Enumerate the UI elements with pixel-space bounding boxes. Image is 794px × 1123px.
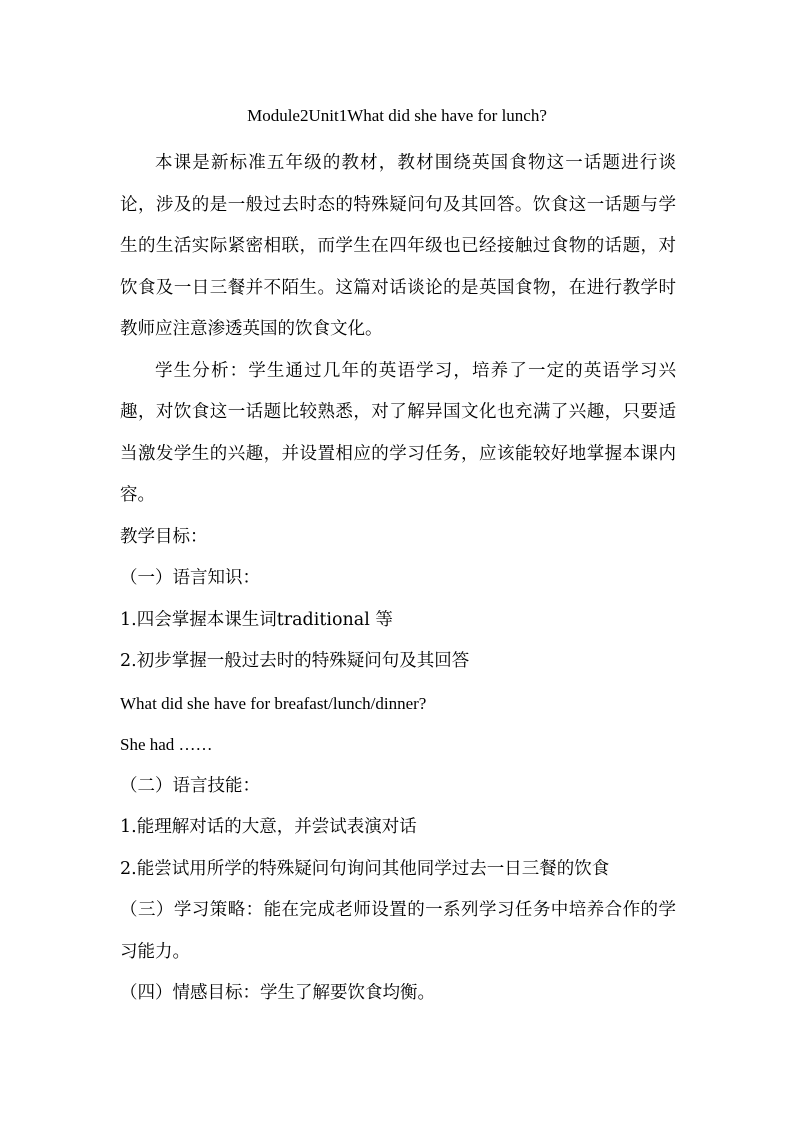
knowledge-item-1: 1.四会掌握本课生词traditional 等: [120, 609, 393, 630]
teaching-goals-heading: 教学目标：: [120, 526, 208, 547]
example-question: What did she have for breafast/lunch/dinner?: [120, 693, 427, 713]
section-language-knowledge: （一）语言知识：: [120, 568, 260, 588]
knowledge-item-2: 2.初步掌握一般过去时的特殊疑问句及其回答: [120, 651, 470, 671]
skills-item-1: 1.能理解对话的大意，并尝试表演对话: [120, 817, 417, 837]
intro-paragraph: 本课是新标准五年级的教材，教材围绕英国食物这一话题进行谈论，涉及的是一般过去时态的特殊疑问句及其回答。饮食这一话题与学生的生活实际紧密相联，而学生在四年级也已经接触过食物的话题，对饮食及一日三餐并不陌生。这篇对话谈论的是英国食物，在进行教学时教师应注意渗透英国的饮食文化。: [120, 153, 676, 339]
section-emotional-goal: （四）情感目标：学生了解要饮食均衡。: [120, 983, 435, 1003]
student-analysis-paragraph: 学生分析：学生通过几年的英语学习，培养了一定的英语学习兴趣，对饮食这一话题比较熟悉，对了解异国文化也充满了兴趣，只要适当激发学生的兴趣，并设置相应的学习任务，应该能较好地掌握本课内容。: [120, 360, 676, 505]
document-body: [120, 143, 676, 1015]
skills-item-2: 2.能尝试用所学的特殊疑问句询问其他同学过去一日三餐的饮食: [120, 858, 610, 879]
document-title: Module2Unit1What did she have for lunch?: [247, 106, 547, 125]
example-answer: She had ……: [120, 735, 213, 754]
section-language-skills: （二）语言技能：: [120, 775, 260, 796]
section-learning-strategy: （三）学习策略：能在完成老师设置的一系列学习任务中培养合作的学习能力。: [120, 900, 676, 962]
